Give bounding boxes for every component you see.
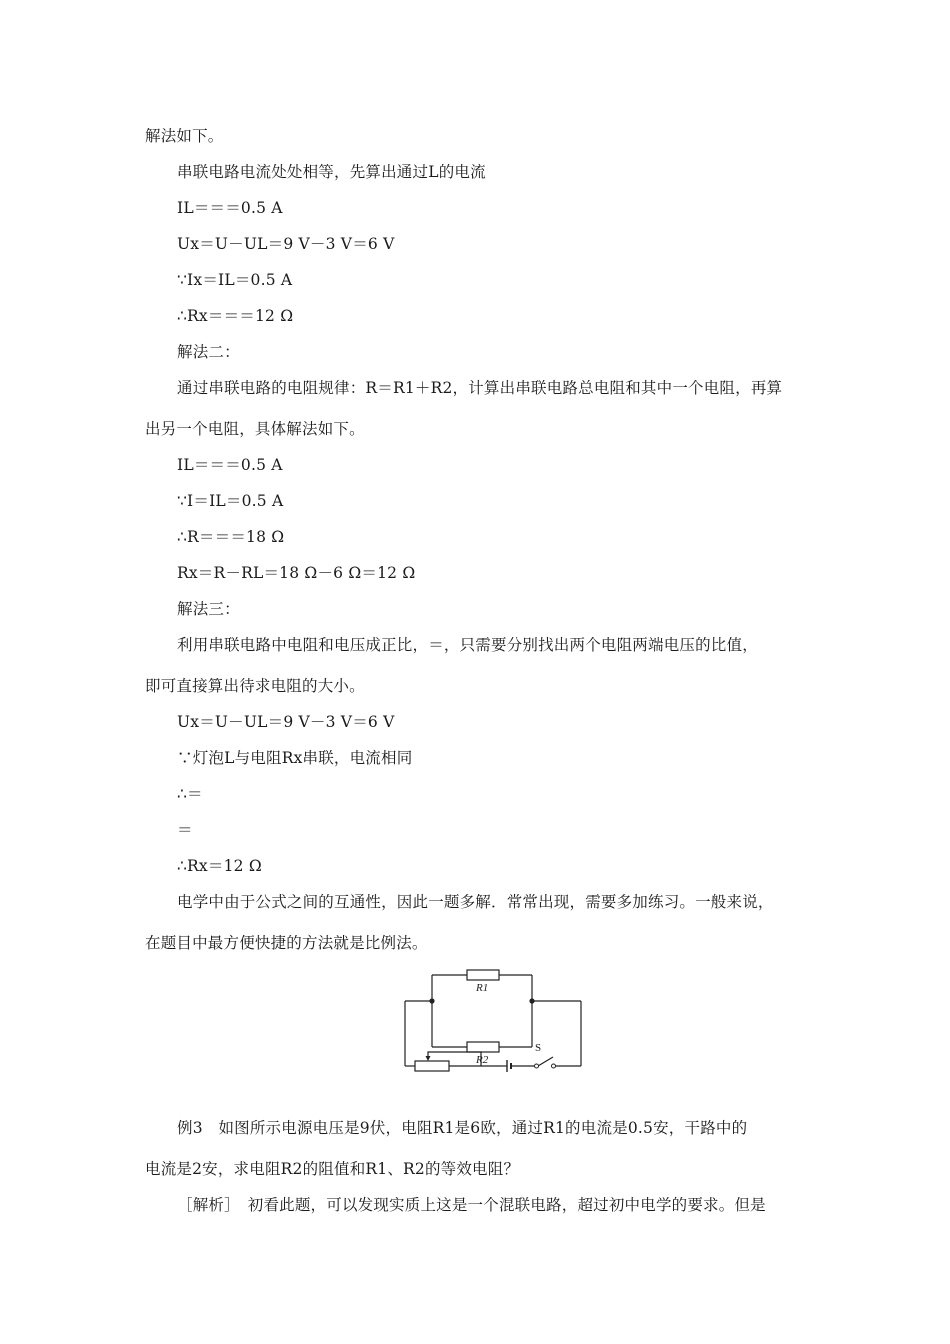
text-line: ∵Ix＝IL＝0.5 A <box>177 271 293 289</box>
text-line: 电流是2安，求电阻R2的阻值和R1、R2的等效电阻？ <box>145 1160 520 1178</box>
r1-label: R1 <box>476 982 489 994</box>
text-line: ∵I＝IL＝0.5 A <box>177 492 284 510</box>
switch-label: S <box>535 1042 542 1054</box>
text-line: ［解析］ 初看此题，可以发现实质上这是一个混联电路，超过初中电学的要求。但是 <box>177 1196 766 1214</box>
text-line: ∴Rx＝12 Ω <box>177 857 262 875</box>
text-line: ∴R＝＝＝18 Ω <box>177 528 285 546</box>
text-line: ＝ <box>177 821 193 839</box>
text-line: ∵灯泡L与电阻Rx串联，电流相同 <box>177 749 413 767</box>
text-line: IL＝＝＝0.5 A <box>177 456 283 474</box>
resistor-r2 <box>467 1042 499 1052</box>
text-line: 解法三： <box>177 600 240 618</box>
circuit-diagram <box>395 962 590 1082</box>
text-line: 即可直接算出待求电阻的大小。 <box>145 677 365 695</box>
rheostat <box>415 1061 449 1071</box>
resistor-r1 <box>467 970 499 980</box>
text-line: Ux＝U－UL＝9 V－3 V＝6 V <box>177 713 395 731</box>
text-line: 解法二： <box>177 343 240 361</box>
text-line: 通过串联电路的电阻规律：R＝R1＋R2，计算出串联电路总电阻和其中一个电阻，再算 <box>177 379 783 397</box>
text-line: 在题目中最方便快捷的方法就是比例法。 <box>145 934 428 952</box>
r2-label: R2 <box>476 1054 489 1066</box>
text-line: 电学中由于公式之间的互通性，因此一题多解．常常出现，需要多加练习。一般来说， <box>177 893 774 911</box>
text-line: 例3 如图所示电源电压是9伏，电阻R1是6欧，通过R1的电流是0.5安，干路中的 <box>177 1119 748 1137</box>
text-line: 出另一个电阻，具体解法如下。 <box>145 420 365 438</box>
text-line: Rx＝R－RL＝18 Ω－6 Ω＝12 Ω <box>177 564 416 582</box>
text-line: Ux＝U－UL＝9 V－3 V＝6 V <box>177 235 395 253</box>
text-line: ∴Rx＝＝＝12 Ω <box>177 307 294 325</box>
text-line: 串联电路电流处处相等，先算出通过L的电流 <box>177 163 486 181</box>
text-line: IL＝＝＝0.5 A <box>177 199 283 217</box>
text-line: 解法如下。 <box>145 127 224 145</box>
text-line: ∴＝ <box>177 785 203 803</box>
text-line: 利用串联电路中电阻和电压成正比，＝，只需要分别找出两个电阻两端电压的比值， <box>177 636 758 654</box>
